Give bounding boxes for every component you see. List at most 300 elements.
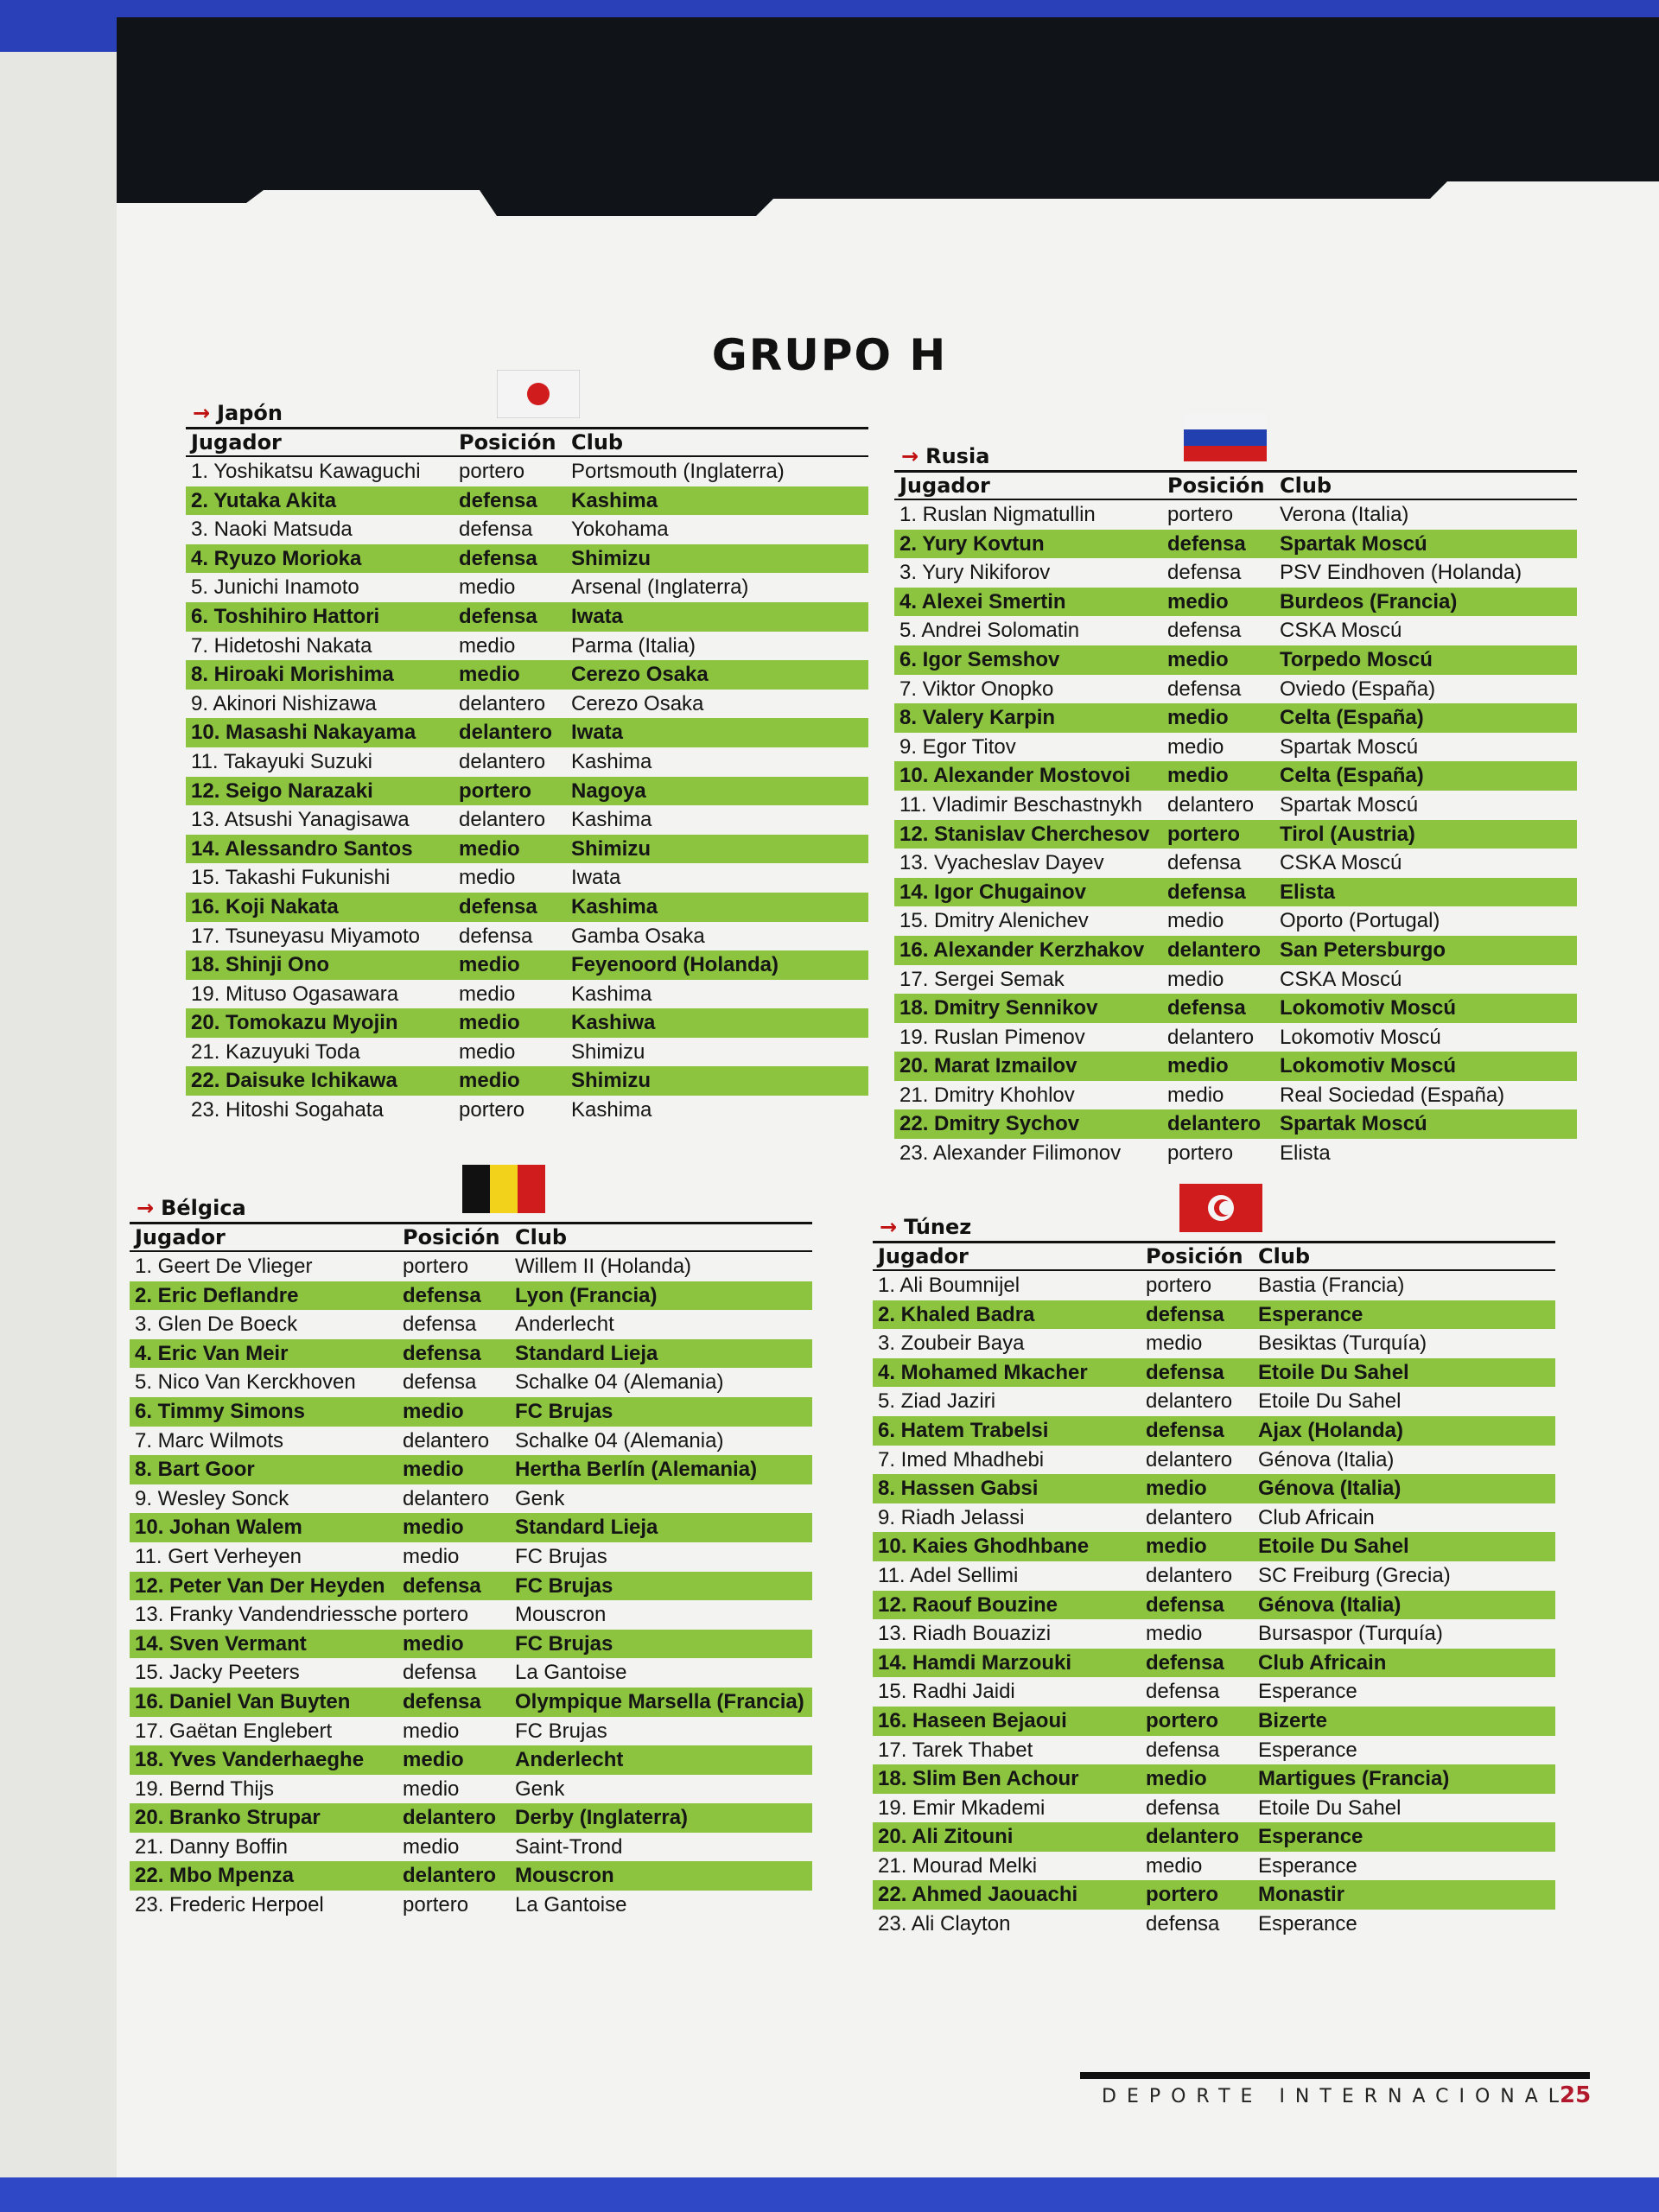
player-position: delantero: [1146, 1389, 1233, 1414]
team-name: → Túnez: [880, 1215, 972, 1239]
player-position: medio: [1167, 706, 1229, 730]
player-position: medio: [1146, 1477, 1207, 1501]
player-club: Lyon (Francia): [515, 1283, 658, 1307]
table-header: [130, 1222, 812, 1252]
player-row: [186, 1038, 868, 1067]
japan-flag-icon: [497, 370, 580, 418]
player-club: Esperance: [1258, 1738, 1357, 1762]
player-club: Esperance: [1258, 1912, 1357, 1936]
player-position: delantero: [1167, 1025, 1255, 1049]
player-row: [130, 1368, 812, 1397]
player-name: 7. Imed Mhadhebi: [878, 1447, 1045, 1471]
player-row: [130, 1572, 812, 1601]
player-position: defensa: [1146, 1418, 1224, 1442]
player-position: defensa: [1167, 531, 1246, 556]
player-row: [894, 791, 1577, 820]
table-header: [894, 470, 1577, 500]
player-row: [894, 849, 1577, 878]
player-position: defensa: [1146, 1796, 1220, 1820]
player-name: 13. Atsushi Yanagisawa: [191, 808, 410, 832]
player-club: Hertha Berlín (Alemania): [515, 1458, 758, 1482]
player-club: FC Brujas: [515, 1544, 607, 1568]
player-position: defensa: [1146, 1592, 1224, 1617]
player-club: Oviedo (España): [1280, 677, 1436, 701]
player-position: defensa: [1146, 1738, 1220, 1762]
column-header-position: Posición: [1146, 1244, 1243, 1268]
player-club: Elista: [1280, 880, 1336, 904]
player-row: [873, 1910, 1555, 1939]
player-club: Cerezo Osaka: [571, 691, 704, 715]
player-position: delantero: [1146, 1563, 1233, 1587]
player-name: 5. Junichi Inamoto: [191, 575, 359, 600]
tunisia-flag-icon: [1179, 1184, 1262, 1232]
player-club: Iwata: [571, 721, 624, 745]
player-club: Génova (Italia): [1258, 1447, 1395, 1471]
player-position: portero: [459, 460, 525, 483]
player-name: 1. Geert De Vlieger: [135, 1255, 313, 1278]
player-club: Torpedo Moscú: [1280, 647, 1433, 671]
player-club: Tirol (Austria): [1280, 822, 1415, 846]
player-row: [873, 1649, 1555, 1678]
player-name: 7. Marc Wilmots: [135, 1428, 284, 1452]
player-row: [186, 573, 868, 602]
player-position: portero: [1146, 1883, 1218, 1907]
player-name: 16. Haseen Bejaoui: [878, 1708, 1067, 1732]
player-position: medio: [403, 1719, 460, 1743]
player-name: 15. Takashi Fukunishi: [191, 866, 391, 890]
player-row: [873, 1561, 1555, 1591]
player-club: Gamba Osaka: [571, 924, 705, 948]
player-club: Standard Lieja: [515, 1341, 658, 1365]
player-name: 21. Danny Boffin: [135, 1834, 289, 1859]
team-name: → Rusia: [901, 444, 990, 468]
player-name: 6. Hatem Trabelsi: [878, 1418, 1049, 1442]
team-table-japan: [186, 389, 868, 1125]
column-header-player: Jugador: [191, 430, 282, 454]
player-position: defensa: [403, 1573, 481, 1598]
player-list: [873, 1271, 1555, 1939]
player-name: 2. Eric Deflandre: [135, 1283, 299, 1307]
player-position: medio: [1146, 1535, 1207, 1559]
player-row: [894, 616, 1577, 645]
player-club: Club Africain: [1258, 1505, 1375, 1529]
column-header-position: Posición: [403, 1225, 500, 1249]
player-name: 6. Igor Semshov: [899, 647, 1060, 671]
footer-section-name: DEPORTE INTERNACIONAL: [1102, 2086, 1570, 2107]
player-club: Lokomotiv Moscú: [1280, 1054, 1457, 1078]
player-position: delantero: [459, 749, 546, 773]
player-position: defensa: [1167, 880, 1246, 904]
player-club: Ajax (Holanda): [1258, 1418, 1404, 1442]
player-row: [894, 965, 1577, 995]
player-name: 6. Toshihiro Hattori: [191, 604, 380, 628]
player-name: 13. Riadh Bouazizi: [878, 1622, 1052, 1646]
player-row: [186, 486, 868, 516]
player-position: delantero: [403, 1486, 490, 1510]
player-name: 15. Radhi Jaidi: [878, 1680, 1015, 1704]
player-position: delantero: [1146, 1447, 1233, 1471]
player-list: [130, 1252, 812, 1920]
player-name: 19. Mituso Ogasawara: [191, 982, 399, 1006]
player-row: [873, 1300, 1555, 1330]
team-header: [873, 1203, 1555, 1241]
player-row: [186, 632, 868, 661]
player-name: 2. Khaled Badra: [878, 1302, 1035, 1326]
player-position: defensa: [1146, 1912, 1220, 1936]
player-club: Génova (Italia): [1258, 1592, 1402, 1617]
player-club: Esperance: [1258, 1853, 1357, 1878]
player-row: [186, 718, 868, 747]
team-name: → Bélgica: [137, 1196, 246, 1220]
player-name: 15. Jacky Peeters: [135, 1661, 300, 1685]
player-club: Genk: [515, 1486, 565, 1510]
team-name: → Japón: [193, 401, 283, 425]
player-name: 3. Naoki Matsuda: [191, 518, 353, 542]
player-position: defensa: [1167, 851, 1242, 875]
arrow-icon: →: [901, 444, 919, 468]
player-position: delantero: [1167, 938, 1262, 962]
player-club: FC Brujas: [515, 1719, 607, 1743]
player-club: Willem II (Holanda): [515, 1255, 692, 1278]
player-position: defensa: [403, 1689, 481, 1713]
player-position: portero: [1167, 503, 1234, 526]
player-position: delantero: [1167, 792, 1255, 817]
player-club: Bastia (Francia): [1258, 1274, 1405, 1297]
player-name: 16. Alexander Kerzhakov: [899, 938, 1145, 962]
player-row: [873, 1852, 1555, 1881]
player-name: 6. Timmy Simons: [135, 1399, 305, 1423]
page-title: GRUPO H: [711, 330, 948, 380]
player-club: PSV Eindhoven (Holanda): [1280, 561, 1522, 585]
player-name: 10. Alexander Mostovoi: [899, 764, 1131, 788]
player-row: [130, 1745, 812, 1775]
player-club: Monastir: [1258, 1883, 1345, 1907]
player-row: [130, 1658, 812, 1688]
player-position: delantero: [459, 721, 553, 745]
player-club: Martigues (Francia): [1258, 1767, 1450, 1791]
player-name: 20. Tomokazu Myojin: [191, 1011, 398, 1035]
player-name: 19. Ruslan Pimenov: [899, 1025, 1085, 1049]
column-header-position: Posición: [459, 430, 556, 454]
player-name: 20. Branko Strupar: [135, 1806, 321, 1830]
player-name: 22. Dmitry Sychov: [899, 1112, 1080, 1136]
player-name: 21. Mourad Melki: [878, 1853, 1038, 1878]
player-club: Celta (España): [1280, 706, 1424, 730]
player-row: [894, 761, 1577, 791]
player-row: [186, 1066, 868, 1096]
player-position: defensa: [1146, 1302, 1224, 1326]
player-position: medio: [1167, 764, 1229, 788]
player-name: 17. Sergei Semak: [899, 967, 1065, 991]
player-row: [894, 733, 1577, 762]
player-club: Kashiwa: [571, 1011, 656, 1035]
player-position: medio: [1146, 1767, 1207, 1791]
column-header-player: Jugador: [899, 474, 990, 498]
player-row: [130, 1542, 812, 1572]
player-name: 20. Marat Izmailov: [899, 1054, 1077, 1078]
player-name: 3. Glen De Boeck: [135, 1313, 298, 1337]
player-club: Anderlecht: [515, 1748, 624, 1772]
player-row: [894, 906, 1577, 936]
player-position: delantero: [403, 1428, 490, 1452]
player-club: Bursaspor (Turquía): [1258, 1622, 1443, 1646]
player-row: [130, 1427, 812, 1456]
player-position: delantero: [1167, 1112, 1262, 1136]
player-row: [894, 1109, 1577, 1139]
player-club: Kashima: [571, 894, 658, 918]
player-row: [873, 1474, 1555, 1503]
player-name: 4. Alexei Smertin: [899, 589, 1066, 613]
player-name: 22. Ahmed Jaouachi: [878, 1883, 1078, 1907]
player-name: 8. Hassen Gabsi: [878, 1477, 1039, 1501]
player-club: Oporto (Portugal): [1280, 909, 1440, 933]
player-club: CSKA Moscú: [1280, 967, 1402, 991]
arrow-icon: →: [880, 1215, 898, 1239]
player-club: San Petersburgo: [1280, 938, 1446, 962]
player-name: 10. Masashi Nakayama: [191, 721, 416, 745]
player-name: 18. Dmitry Sennikov: [899, 996, 1098, 1020]
player-club: Shimizu: [571, 1069, 652, 1093]
player-position: portero: [1167, 1141, 1234, 1166]
player-club: Burdeos (Francia): [1280, 589, 1458, 613]
player-club: FC Brujas: [515, 1573, 613, 1598]
player-row: [894, 994, 1577, 1023]
player-club: Real Sociedad (España): [1280, 1083, 1505, 1107]
player-row: [873, 1416, 1555, 1446]
player-name: 4. Mohamed Mkacher: [878, 1360, 1088, 1384]
player-position: medio: [1146, 1332, 1203, 1356]
player-club: Kashima: [571, 488, 658, 512]
player-position: medio: [1167, 909, 1224, 933]
player-position: delantero: [1146, 1825, 1240, 1849]
player-club: Esperance: [1258, 1302, 1363, 1326]
player-club: Iwata: [571, 604, 624, 628]
player-name: 18. Yves Vanderhaeghe: [135, 1748, 365, 1772]
player-name: 11. Takayuki Suzuki: [191, 749, 372, 773]
player-row: [894, 558, 1577, 588]
player-position: medio: [1167, 734, 1224, 759]
player-position: defensa: [459, 924, 533, 948]
player-club: Yokohama: [571, 518, 669, 542]
player-club: Kashima: [571, 982, 652, 1006]
player-row: [186, 777, 868, 806]
player-club: SC Freiburg (Grecia): [1258, 1563, 1451, 1587]
player-position: delantero: [403, 1864, 497, 1888]
player-club: Spartak Moscú: [1280, 531, 1427, 556]
player-row: [130, 1891, 812, 1920]
player-position: defensa: [459, 488, 537, 512]
player-position: medio: [459, 633, 516, 658]
player-name: 4. Ryuzo Morioka: [191, 546, 362, 570]
player-row: [186, 922, 868, 951]
table-header: [873, 1241, 1555, 1271]
player-row: [186, 660, 868, 690]
player-position: medio: [1167, 589, 1229, 613]
player-club: Anderlecht: [515, 1313, 614, 1337]
player-position: portero: [403, 1893, 469, 1917]
player-name: 21. Kazuyuki Toda: [191, 1039, 360, 1064]
player-club: Portsmouth (Inglaterra): [571, 460, 785, 483]
player-row: [873, 1822, 1555, 1852]
player-name: 13. Franky Vandendriessche: [135, 1603, 397, 1627]
player-club: Bizerte: [1258, 1708, 1328, 1732]
player-row: [130, 1281, 812, 1311]
player-row: [130, 1833, 812, 1862]
player-row: [130, 1688, 812, 1717]
player-row: [873, 1707, 1555, 1736]
player-row: [186, 980, 868, 1009]
column-header-player: Jugador: [878, 1244, 969, 1268]
team-header: [130, 1184, 812, 1222]
player-position: portero: [1146, 1708, 1218, 1732]
player-club: Spartak Moscú: [1280, 1112, 1427, 1136]
player-position: portero: [459, 1098, 525, 1122]
player-club: La Gantoise: [515, 1893, 627, 1917]
player-position: defensa: [1167, 677, 1242, 701]
player-row: [873, 1591, 1555, 1620]
player-name: 17. Gaëtan Englebert: [135, 1719, 333, 1743]
player-club: Elista: [1280, 1141, 1331, 1166]
player-name: 20. Ali Zitouni: [878, 1825, 1014, 1849]
player-name: 9. Wesley Sonck: [135, 1486, 289, 1510]
player-name: 3. Zoubeir Baya: [878, 1332, 1025, 1356]
player-name: 12. Raouf Bouzine: [878, 1592, 1058, 1617]
player-row: [186, 1096, 868, 1125]
player-row: [894, 675, 1577, 704]
player-name: 12. Stanislav Cherchesov: [899, 822, 1150, 846]
player-name: 1. Ruslan Nigmatullin: [899, 503, 1096, 526]
player-name: 8. Hiroaki Morishima: [191, 663, 394, 687]
player-row: [873, 1387, 1555, 1416]
player-row: [873, 1677, 1555, 1707]
player-position: medio: [403, 1516, 464, 1540]
player-club: Saint-Trond: [515, 1834, 623, 1859]
player-position: defensa: [1146, 1650, 1224, 1675]
player-row: [186, 863, 868, 893]
player-name: 11. Adel Sellimi: [878, 1563, 1019, 1587]
player-name: 23. Alexander Filimonov: [899, 1141, 1122, 1166]
player-name: 17. Tsuneyasu Miyamoto: [191, 924, 421, 948]
player-row: [873, 1619, 1555, 1649]
player-position: medio: [403, 1399, 464, 1423]
player-row: [873, 1329, 1555, 1358]
player-club: Esperance: [1258, 1680, 1357, 1704]
player-position: medio: [459, 1039, 516, 1064]
player-row: [130, 1397, 812, 1427]
player-row: [894, 878, 1577, 907]
player-name: 21. Dmitry Khohlov: [899, 1083, 1075, 1107]
player-name: 16. Koji Nakata: [191, 894, 339, 918]
player-club: Club Africain: [1258, 1650, 1387, 1675]
column-header-club: Club: [571, 430, 624, 454]
player-row: [130, 1513, 812, 1542]
player-row: [894, 1052, 1577, 1081]
player-club: Spartak Moscú: [1280, 792, 1419, 817]
player-club: La Gantoise: [515, 1661, 627, 1685]
player-row: [186, 1008, 868, 1038]
player-row: [130, 1310, 812, 1339]
player-row: [186, 950, 868, 980]
player-position: delantero: [1146, 1505, 1233, 1529]
player-row: [130, 1717, 812, 1746]
player-name: 18. Slim Ben Achour: [878, 1767, 1079, 1791]
player-row: [894, 703, 1577, 733]
player-club: Mouscron: [515, 1603, 607, 1627]
player-position: medio: [459, 575, 516, 600]
player-position: defensa: [403, 1370, 477, 1395]
column-header-club: Club: [515, 1225, 568, 1249]
player-club: Olympique Marsella (Francia): [515, 1689, 804, 1713]
player-row: [130, 1803, 812, 1833]
player-position: portero: [459, 779, 531, 803]
player-club: Lokomotiv Moscú: [1280, 1025, 1441, 1049]
player-row: [873, 1736, 1555, 1765]
player-row: [130, 1339, 812, 1369]
player-name: 23. Frederic Herpoel: [135, 1893, 324, 1917]
player-name: 10. Johan Walem: [135, 1516, 302, 1540]
player-name: 14. Sven Vermant: [135, 1631, 307, 1656]
player-club: Génova (Italia): [1258, 1477, 1402, 1501]
player-position: medio: [403, 1777, 460, 1801]
player-name: 15. Dmitry Alenichev: [899, 909, 1089, 933]
player-club: Etoile Du Sahel: [1258, 1389, 1402, 1414]
team-table-russia: [894, 432, 1577, 1168]
player-row: [130, 1600, 812, 1630]
player-name: 18. Shinji Ono: [191, 953, 330, 977]
player-position: defensa: [1167, 996, 1246, 1020]
player-club: Schalke 04 (Alemania): [515, 1428, 724, 1452]
team-table-belgium: [130, 1184, 812, 1920]
player-position: medio: [459, 953, 520, 977]
player-name: 16. Daniel Van Buyten: [135, 1689, 351, 1713]
player-club: Kashima: [571, 808, 652, 832]
player-club: Arsenal (Inglaterra): [571, 575, 749, 600]
player-club: CSKA Moscú: [1280, 619, 1402, 643]
player-position: medio: [459, 1011, 520, 1035]
russia-flag-icon: [1184, 413, 1267, 461]
player-row: [130, 1484, 812, 1514]
player-name: 11. Vladimir Beschastnykh: [899, 792, 1143, 817]
player-club: Etoile Du Sahel: [1258, 1535, 1409, 1559]
player-row: [894, 1023, 1577, 1052]
player-name: 2. Yury Kovtun: [899, 531, 1045, 556]
player-row: [894, 588, 1577, 617]
player-row: [186, 457, 868, 486]
player-name: 23. Ali Clayton: [878, 1912, 1011, 1936]
player-name: 19. Emir Mkademi: [878, 1796, 1046, 1820]
player-position: defensa: [1146, 1680, 1220, 1704]
player-club: Schalke 04 (Alemania): [515, 1370, 724, 1395]
arrow-icon: →: [137, 1196, 155, 1220]
player-position: medio: [1167, 647, 1229, 671]
player-name: 4. Eric Van Meir: [135, 1341, 289, 1365]
team-header: [894, 432, 1577, 470]
player-club: Cerezo Osaka: [571, 663, 709, 687]
player-name: 8. Valery Karpin: [899, 706, 1056, 730]
player-position: defensa: [459, 518, 533, 542]
player-row: [894, 500, 1577, 530]
player-position: portero: [403, 1603, 469, 1627]
player-row: [894, 645, 1577, 675]
player-name: 17. Tarek Thabet: [878, 1738, 1033, 1762]
player-name: 11. Gert Verheyen: [135, 1544, 302, 1568]
player-name: 13. Vyacheslav Dayev: [899, 851, 1104, 875]
player-position: medio: [1146, 1853, 1203, 1878]
player-position: medio: [459, 663, 520, 687]
player-club: Etoile Du Sahel: [1258, 1360, 1409, 1384]
player-row: [873, 1358, 1555, 1388]
player-name: 12. Peter Van Der Heyden: [135, 1573, 385, 1598]
